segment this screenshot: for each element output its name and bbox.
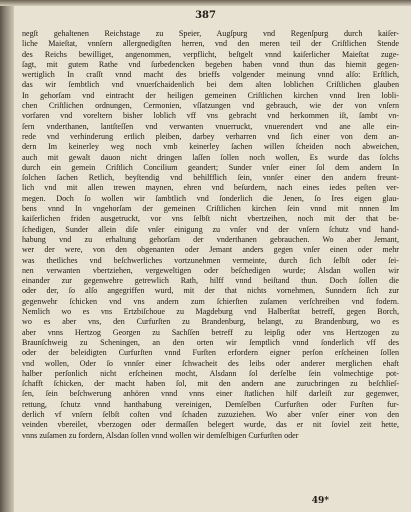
text-line: aber vnns Hertzog Georgen zu Sachſſen betreff zu leipſig oder vns Hertzogen zu: [22, 327, 399, 337]
text-line: auch mit gewalt dauon nicht dringen laſſen ſollen noch wollen, Es wurde das ſolchs: [22, 152, 399, 162]
text-line: wo es aber vns, den Curfurſten zu Brandenburg, belangt, zu Brandenburg, wo es: [22, 317, 399, 327]
text-line: chen Criſtlichen ordnungen, Cermonien, vſſatzungen vnd gebrauch, wie der von vnſern: [22, 101, 399, 111]
text-line: derlich vf vnſern ſelbſt coſten vnd ſchaden zuzuziehen. Wo aber vnſer einer von den: [22, 409, 399, 419]
text-line: des Reichs bewilliget, angenommen, verpflicht, beſtgelt vnnd kaiſerlicher Maieſtat zuge-: [22, 49, 399, 59]
text-line: kaiſerlichen friden ausgetruckt, vor vns ſelbſt nicht vbertzeihen, noch mit der that be-: [22, 214, 399, 224]
text-line: gegenwehr ſchicken vnd vns andern zum ſchierſten zuſamen verſchreiben vnd fodern.: [22, 296, 399, 306]
text-line: liche Maieſtat, vnnſern allergnedigſten herren, vnd den meren teil der Criſtlichen Stende: [22, 39, 399, 49]
text-line: rettung, ſchutz vnnd hanthabung vereinigen, Demſelben Curfurſten oder Furſten fur-: [22, 399, 399, 409]
text-line: nen verwanten vbertziehen, vergeweltigen oder beſchedigen wurde; Alsdan wollen wir: [22, 265, 399, 275]
text-line: was thetliches vnd beſchwerliches vortzunehmen vermeinte, durch ſich ſelbſt oder ſei-: [22, 255, 399, 265]
text-line: wer der were, von den obgenanten oder Jemant anders gegen vnſer einen oder mehr: [22, 245, 399, 255]
text-line: oder der, ſo alſo angegriffen wurd, mit der that nichts vornehmen, Sunndern ſich zur: [22, 286, 399, 296]
text-line: vnd wollen, Oder ſo vnnſer einer ſchwacheit des leibs oder anderer merglichen ehaft: [22, 358, 399, 368]
text-line: einander zur gegenwehre getrewlich Rath, hilff vnnd beiſtand thun. Doch ſollen die: [22, 276, 399, 286]
text-line: das wir ſembtlich vnd vnuerſchaidenlich bei dem alten loblichen Criſtlichen glauben: [22, 80, 399, 90]
text-line: ſern vnderthanen, lantſteſſen vnd verwanten vnuerruckt, vnuerendert vnd ane alle ein-: [22, 121, 399, 131]
text-line: megen. Doch ſo wollen wir ſambtlich vnd ſonderlich die Jenen, ſo Ires eigen glau-: [22, 193, 399, 203]
text-line: lich vnd mit allen trewen maynen, ehren vnd beſurdern, nach eines iedes peſten ver-: [22, 183, 399, 193]
text-line: ſagt, mit gutem Rathe vnd ſurbedencken begeben haben vnnd thun das hiemit gegen-: [22, 59, 399, 69]
text-line: vnns zuſamen zu fordern, Alsdan ſollen vnnd wollen wir demſelbigen Curfurſten oder: [22, 430, 299, 440]
text-line: bens vnnd In vngehorſam der gemeinen Criſtlichen kirchen ſein vnnd mit nnnen Im: [22, 204, 399, 214]
text-line: ſchafft ſchicken, der macht haben ſol, mit den andern ane zurucbringen zu beſchlieſ-: [22, 379, 399, 389]
text-line: ſen, ſein beſchwerung anhören vnnd vnns einer ſtatlichen hilf darleiſt zur gegenwer,: [22, 389, 399, 399]
page-number: 387: [195, 10, 216, 21]
text-line: Braunſchweig zu Scheningen, an den orten wir ſemptlich vnnd ſonderlich vff des: [22, 337, 399, 347]
text-line: vorfaren vnd voreltern bisher loblich vff vns gebracht vnd herkommen iſt, ſambt vn-: [22, 111, 399, 121]
text-line: oder der beleidigten Curfurſten vnnd Furſten erfordern eigner perſon erſcheinen ſollen: [22, 348, 399, 358]
signature-mark: 49*: [311, 496, 329, 506]
text-line: durch ein gemein Criſtlich Concilium geandert; Sunder vnſer einer ſol dem andern In: [22, 162, 399, 172]
text-line: Nemlich wo es vns Ertzbiſchoue zu Magdeburg vnd Halberſtat betreff, gegen Borch,: [22, 307, 399, 317]
body-text: [22, 29, 399, 441]
text-line: dern Im keinerley weg noch vmb keinerley ſachen willen ſcheiden noch abweichen,: [22, 142, 399, 152]
text-line: rede vnd verhinderung ertlich pleiben, darbey verharren vnd ſich einer von dem an-: [22, 131, 399, 141]
text-line: halber perſonlich nicht erſcheinen mocht, Alsdann ſol derſelbe ſein volmechtige pot-: [22, 368, 399, 378]
text-line: habung vnd zu erhaltung gehorſam der vnderthanen gebrauchen. Wo aber Jemant,: [22, 234, 399, 244]
text-line: negſt gehaltenen Reichstage zu Speier, Augſpurg vnd Regenſpurg durch kaiſer-: [22, 29, 399, 38]
text-line: veinden vbereilet, vberzogen oder dermaſſen belegert wurde, das er nit ſoviel zeit hette,: [22, 420, 399, 430]
text-line: wertiglich In craſſt vnnd macht des brieffs volgender meinung vnnd alſo: Erſtlich,: [22, 70, 399, 80]
text-line: ſolchen ſachen Retlich, beyſtendig vnd behilfflich ſein, vnnſer einer den andern freunt-: [22, 173, 399, 183]
text-line: In gehorſam vnd eintracht der heiligen gemeinen Criſtlichen kirchen vnnd Iren lobli-: [22, 90, 399, 100]
text-line: ſchedigen, Sunder allein diſe vnſer einigung zu vnſer vnd der vnſern ſchutz vnd hand-: [22, 224, 399, 234]
